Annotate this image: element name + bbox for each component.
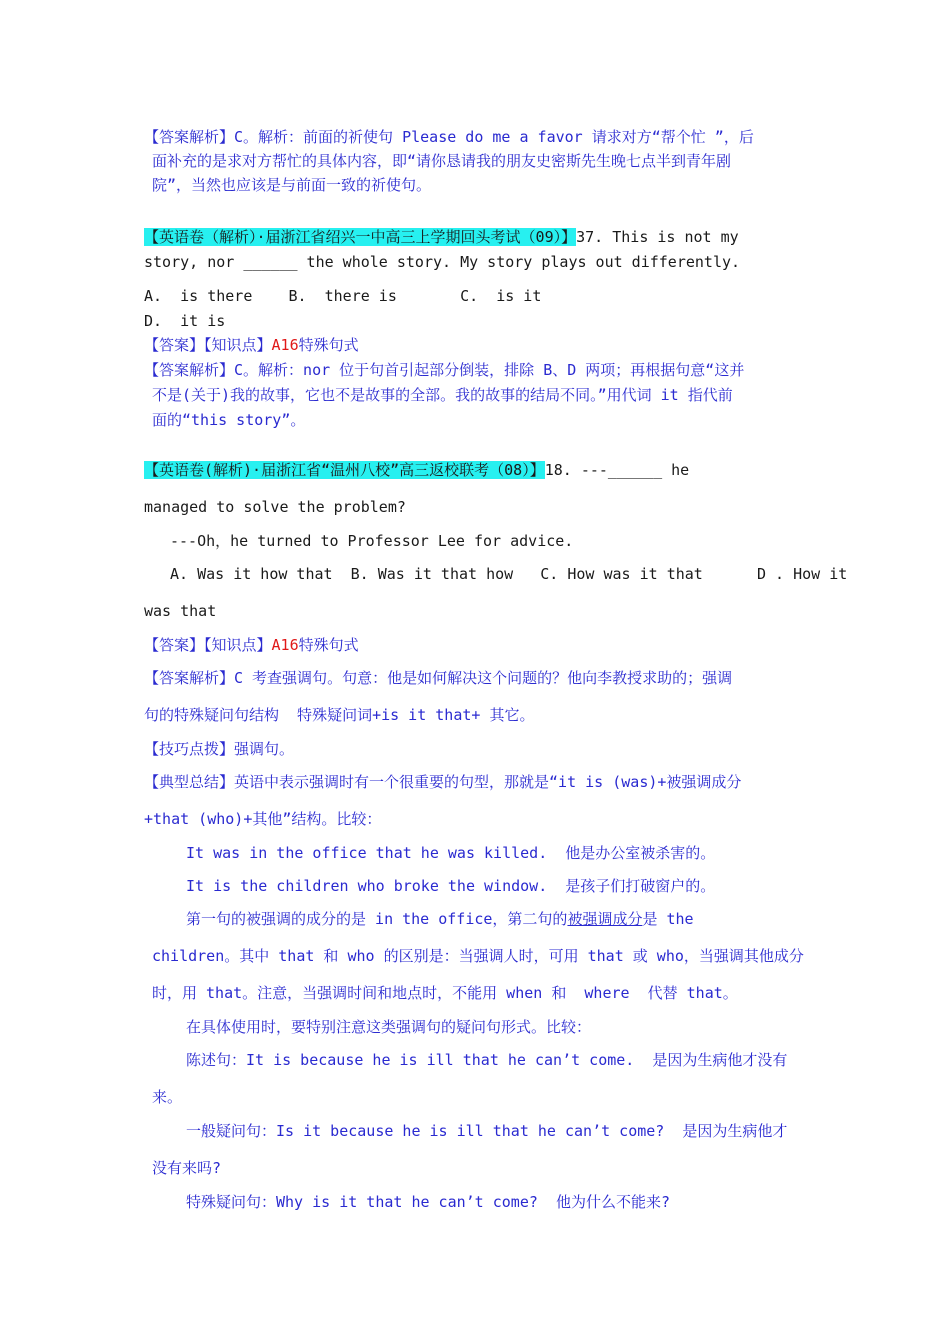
knowledge-point-name: 特殊句式 — [298, 336, 359, 354]
q3-options-row-2: was that — [144, 602, 217, 620]
q2-stem-line-1 — [144, 226, 739, 248]
knowledge-point-code: A16 — [271, 636, 299, 654]
q3-stem-line-2: managed to solve the problem? — [144, 498, 406, 516]
q2-stem-line-2: story, nor ______ the whole story. My story plays out differently. — [144, 253, 741, 271]
q1-explanation-line-2: 面补充的是求对方帮忙的具体内容，即“请你恳请我的朋友史密斯先生晚七点半到青年剧 — [152, 152, 732, 170]
q2-options-row-1: A. is there B. there is C. is it — [144, 287, 542, 305]
q2-explanation-line-2: 不是(关于)我的故事，它也不是故事的全部。我的故事的结局不同。”用代词 it 指代前 — [152, 386, 733, 404]
q3-summary-line-2: +that (who)+其他”结构。比较： — [144, 810, 382, 828]
q3-general-question-line-1: 一般疑问句：Is it because he is ill that he can’t come? 是因为生病他才 — [186, 1122, 788, 1140]
q3-note-line-3: 时，用 that。注意，当强调时间和地点时，不能用 when 和 where 代替 that。 — [152, 984, 738, 1002]
q3-note-line-4: 在具体使用时，要特别注意这类强调句的疑问句形式。比较： — [186, 1018, 592, 1036]
q3-note-line-1: 第一句的被强调的成分的是 in the office，第二句的被强调成分是 the — [186, 910, 694, 928]
explanation-label: 【答案解析】 — [144, 128, 235, 146]
tip-label: 【技巧点拨】 — [144, 740, 235, 758]
q3-summary-line-1: 【典型总结】英语中表示强调时有一个很重要的句型，那就是“it is (was)+被强调成分 — [144, 773, 742, 791]
answer-label: 【答案】【知识点】 — [144, 636, 272, 654]
q3-options-row-1: A. Was it how that B. Was it that how C. How was it that D . How it — [170, 565, 848, 583]
q3-stem-start: 18. ---______ he — [544, 461, 690, 479]
q3-explanation-line-2: 句的特殊疑问句结构 特殊疑问词+is it that+ 其它。 — [144, 706, 535, 724]
q2-answer-line — [144, 334, 359, 356]
q3-answer-line — [144, 634, 359, 656]
q3-statement-line-1: 陈述句：It is because he is ill that he can’t come. 是因为生病他才没有 — [186, 1051, 788, 1069]
q2-options-row-2: D. it is — [144, 312, 226, 330]
q3-special-question-line: 特殊疑问句：Why is it that he can’t come? 他为什么不能来? — [186, 1193, 670, 1211]
q3-response-line: ---Oh，he turned to Professor Lee for advice. — [170, 532, 574, 550]
q2-explanation-line-3: 面的“this story”。 — [152, 411, 306, 429]
summary-label: 【典型总结】 — [144, 773, 235, 791]
q3-tip-line: 【技巧点拨】强调句。 — [144, 740, 295, 758]
q3-stem-line-1 — [144, 459, 689, 481]
q2-stem-start: 37. This is not my — [576, 228, 739, 246]
explanation-label: 【答案解析】 — [144, 361, 235, 379]
q3-example-2: It is the children who broke the window. 是孩子们打破窗户的。 — [186, 877, 716, 895]
knowledge-point-code: A16 — [271, 336, 299, 354]
q1-explanation-line-1: 【答案解析】C。解析：前面的祈使句 Please do me a favor 请求对方“帮个忙 ”，后 — [144, 128, 754, 146]
q3-statement-line-2: 来。 — [152, 1088, 183, 1106]
q3-note-line-2: children。其中 that 和 who 的区别是：当强调人时，可用 that 或 who，当强调其他成分 — [152, 947, 804, 965]
q2-explanation-line-1: 【答案解析】C。解析：nor 位于句首引起部分倒装，排除 B、D 两项；再根据句意“这并 — [144, 361, 745, 379]
q1-explanation-line-3: 院”，当然也应该是与前面一致的祈使句。 — [152, 176, 432, 194]
answer-label: 【答案】【知识点】 — [144, 336, 272, 354]
q3-explanation-line-1: 【答案解析】C 考查强调句。句意：他是如何解决这个问题的？他向李教授求助的；强调 — [144, 669, 733, 687]
q3-example-1: It was in the office that he was killed. 他是办公室被杀害的。 — [186, 844, 716, 862]
underlined-term: 被强调成分 — [567, 910, 643, 928]
knowledge-point-name: 特殊句式 — [298, 636, 359, 654]
q2-source-highlight: 【英语卷（解析）·届浙江省绍兴一中高三上学期回头考试（09）】 — [144, 228, 577, 246]
q3-source-highlight: 【英语卷(解析)·届浙江省“温州八校”高三返校联考（08）】 — [144, 461, 545, 479]
q3-general-question-line-2: 没有来吗? — [152, 1159, 222, 1177]
